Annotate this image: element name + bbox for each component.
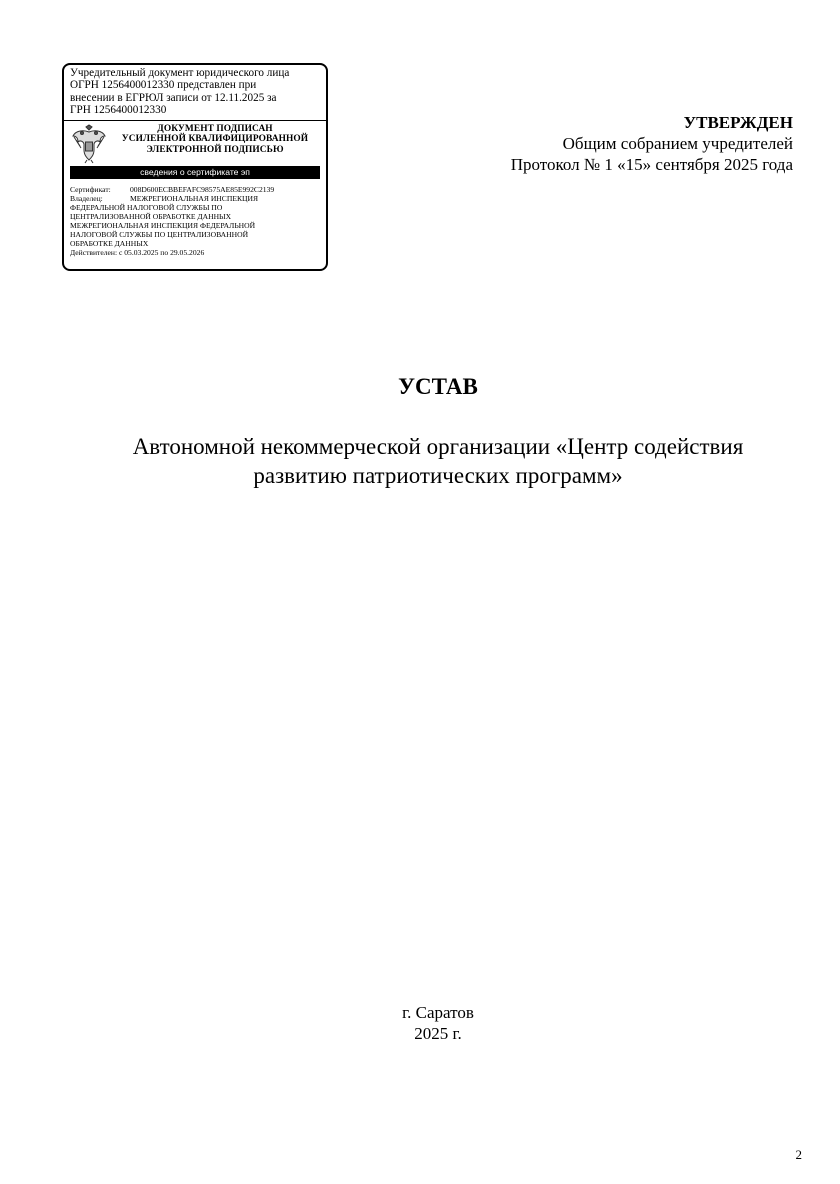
- year: 2025 г.: [414, 1024, 462, 1043]
- signed-title-line: УСИЛЕННОЙ КВАЛИФИЦИРОВАННОЙ: [121, 134, 309, 145]
- signed-title: [108, 124, 320, 156]
- coat-of-arms-icon: [70, 124, 108, 164]
- owner-line: НАЛОГОВОЙ СЛУЖБЫ ПО ЦЕНТРАЛИЗОВАННОЙ: [70, 229, 249, 239]
- approved-by: Общим собранием учредителей: [562, 134, 793, 153]
- registration-line: ГРН 1256400012330: [70, 104, 167, 117]
- protocol-line: Протокол № 1 «15» сентября 2025 года: [510, 155, 793, 174]
- owner-line: ЦЕНТРАЛИЗОВАННОЙ ОБРАБОТКЕ ДАННЫХ: [70, 211, 232, 221]
- certificate-row: [70, 185, 320, 194]
- organization-name: [60, 432, 816, 490]
- certificate-info-bar: сведения о сертификате эп: [70, 166, 320, 179]
- esignature-stamp: [62, 63, 328, 271]
- owner-label: Владелец:: [70, 193, 103, 203]
- document-title: УСТАВ: [398, 374, 478, 399]
- certificate-label: Сертификат:: [70, 184, 111, 194]
- owner-first-line: МЕЖРЕГИОНАЛЬНАЯ ИНСПЕКЦИЯ: [130, 193, 259, 203]
- owner-line: ОБРАБОТКЕ ДАННЫХ: [70, 238, 149, 248]
- registration-line: внесении в ЕГРЮЛ записи от 12.11.2025 за: [70, 91, 277, 104]
- approval-block: [511, 112, 793, 175]
- owner-text: [70, 203, 320, 257]
- organization-name-line: развитию патриотических программ»: [253, 463, 623, 488]
- approved-heading: УТВЕРЖДЕН: [683, 113, 793, 132]
- signed-title-line: ДОКУМЕНТ ПОДПИСАН: [157, 123, 273, 134]
- validity-period: Действителен: с 05.03.2025 по 29.05.2026: [70, 247, 205, 257]
- registration-line: Учредительный документ юридического лица: [70, 67, 290, 79]
- owner-line: МЕЖРЕГИОНАЛЬНАЯ ИНСПЕКЦИЯ ФЕДЕРАЛЬНОЙ: [70, 220, 256, 230]
- signed-title-line: ЭЛЕКТРОННОЙ ПОДПИСЬЮ: [146, 144, 284, 155]
- place-and-year: [0, 1002, 840, 1044]
- city: г. Саратов: [402, 1003, 474, 1022]
- organization-name-line: Автономной некоммерческой организации «Центр содействия: [132, 434, 744, 459]
- owner-row: [70, 194, 320, 203]
- registration-text: [70, 67, 320, 117]
- owner-line: ФЕДЕРАЛЬНОЙ НАЛОГОВОЙ СЛУЖБЫ ПО: [70, 202, 223, 212]
- certificate-value: 008D600ECBBEFAFC98575AE85E992C2139: [130, 184, 275, 194]
- registration-line: ОГРН 1256400012330 представлен при: [70, 79, 257, 92]
- stamp-divider: [64, 120, 326, 121]
- page-number: 2: [795, 1147, 802, 1162]
- signature-header: [70, 124, 320, 164]
